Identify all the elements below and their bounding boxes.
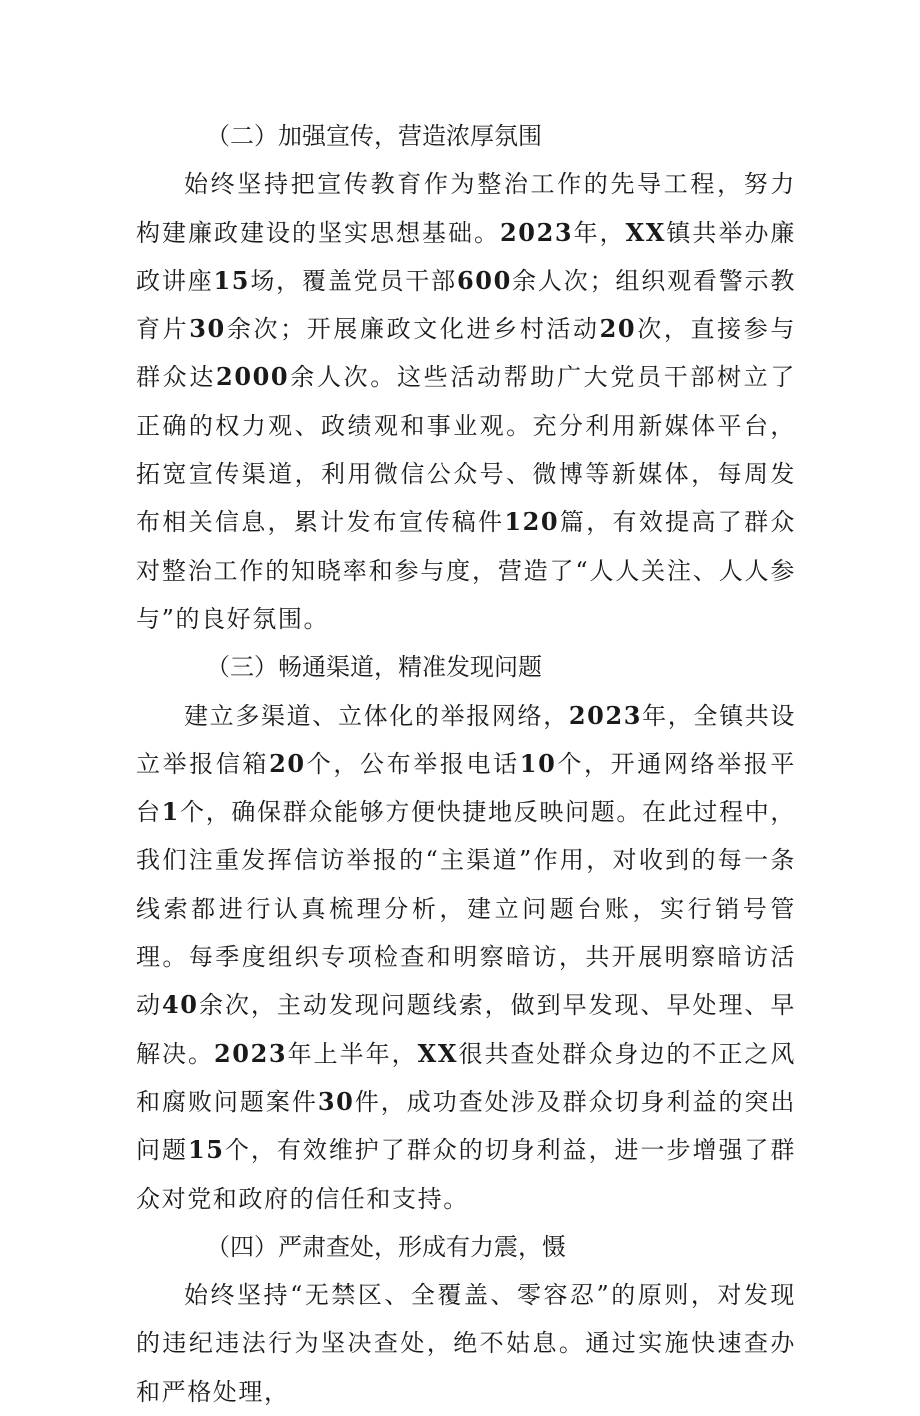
document-body — [136, 112, 796, 1416]
section-heading-3: （三）畅通渠道，精准发现问题 — [206, 653, 542, 682]
section-heading-4: （四）严肃查处，形成有力震，慑 — [206, 1232, 566, 1261]
section-heading-2: （二）加强宣传，营造浓厚氛围 — [206, 122, 542, 150]
section-paragraph-2: 始终坚持把宣传教育作为整治工作的先导工程，努力构建廉政建设的坚实思想基础。2023年，XX镇共举办廉政讲座15场，覆盖党员干部600余人次；组织观看警示教育片30余次；开展廉政文化进乡村活动20次，直接参与群众达2000余人次。这些活动帮助广大党员干部树立了正确的权力观、政绩观和事业观。充分利用新媒体平台，拓宽宣传渠道，利用微信公众号、微博等新媒体，每周发布相关信息，累计发布宣传稿件120篇，有效提高了群众对整治工作的知晓率和参与度，营造了“人人关注、人人参与”的良好氛围。 — [136, 170, 797, 633]
section-paragraph-3: 建立多渠道、立体化的举报网络，2023年，全镇共设立举报信箱20个，公布举报电话10个，开通网络举报平台1个，确保群众能够方便快捷地反映问题。在此过程中，我们注重发挥信访举报的“主渠道”作用，对收到的每一条线索都进行认真梳理分析，建立问题台账，实行销号管理。每季度组织专项检查和明察暗访，共开展明察暗访活动40余次，主动发现问题线索，做到早发现、早处理、早解决。2023年上半年，XX很共查处群众身边的不正之风和腐败问题案件30件，成功查处涉及群众切身利益的突出问题15个，有效维护了群众的切身利益，进一步增强了群众对党和政府的信任和支持。 — [136, 700, 797, 1213]
section-paragraph-4: 始终坚持“无禁区、全覆盖、零容忍”的原则，对发现的违纪违法行为坚决查处，绝不姑息。通过实施快速查办和严格处理， — [136, 1281, 796, 1406]
